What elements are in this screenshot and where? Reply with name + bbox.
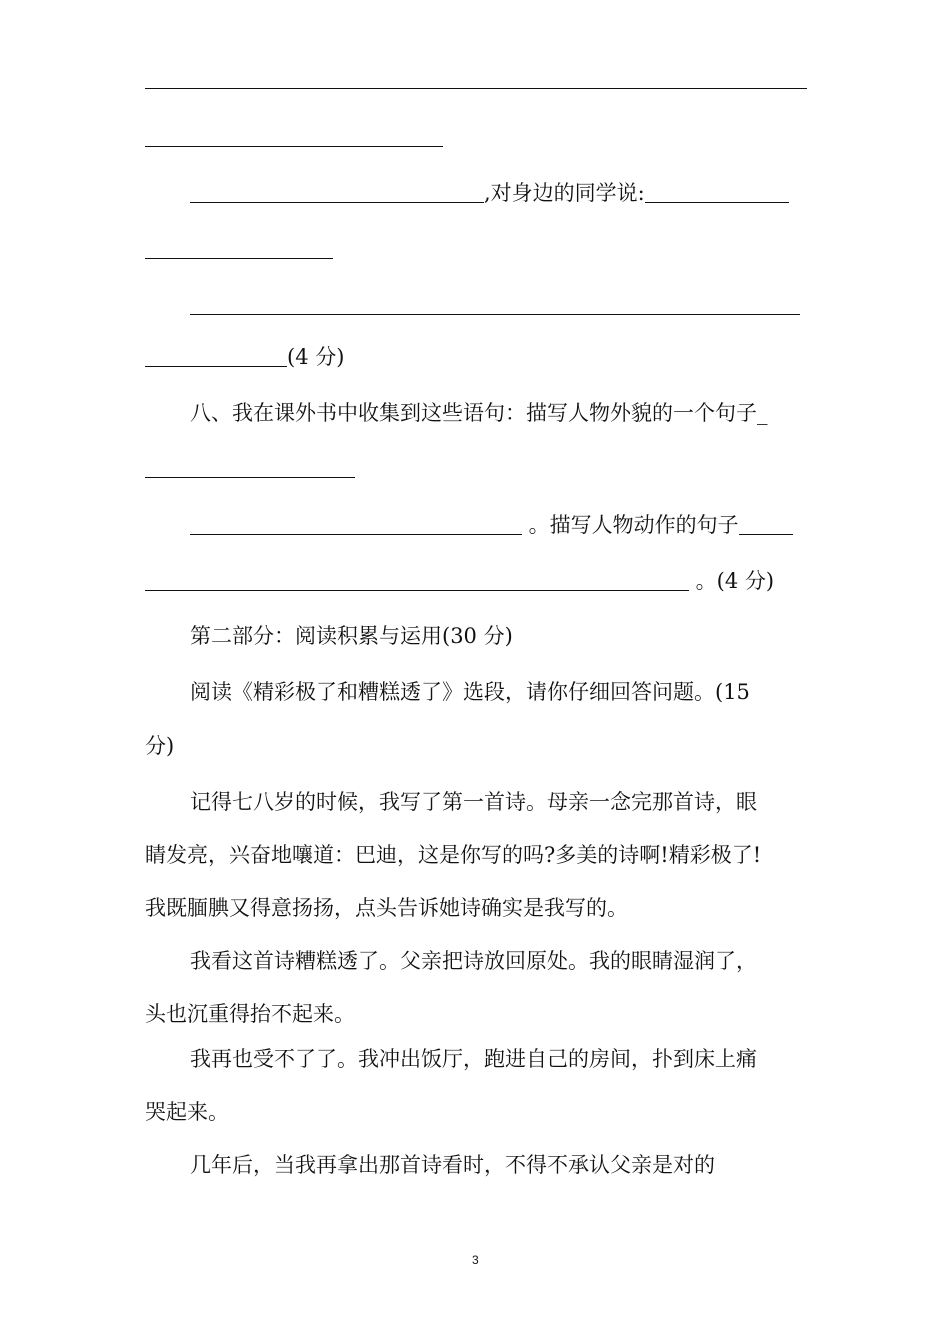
score-text: 。(4 分) xyxy=(689,569,775,593)
reading-instruction-cont: 分) xyxy=(145,734,175,758)
answer-blank xyxy=(190,180,484,203)
answer-blank-line xyxy=(145,477,355,478)
question-eight: 八、我在课外书中收集到这些语句：描写人物外貌的一个句子_ xyxy=(190,401,768,425)
question-line xyxy=(190,510,793,540)
answer-blank-line xyxy=(145,146,443,147)
answer-blank xyxy=(645,180,789,203)
question-line xyxy=(145,566,774,596)
section-heading: 第二部分：阅读积累与运用(30 分) xyxy=(190,624,513,648)
answer-blank xyxy=(145,344,287,367)
answer-blank xyxy=(739,512,793,535)
question-line xyxy=(145,342,344,372)
answer-blank-line xyxy=(145,88,807,89)
passage-line: 头也沉重得抬不起来。 xyxy=(145,1002,355,1026)
passage-line: 我看这首诗糟糕透了。父亲把诗放回原处。我的眼睛湿润了， xyxy=(190,949,757,973)
answer-blank xyxy=(145,568,689,591)
passage-line: 哭起来。 xyxy=(145,1100,229,1124)
passage-line: 我再也受不了了。我冲出饭厅，跑进自己的房间，扑到床上痛 xyxy=(190,1047,757,1071)
passage-line: 睛发亮，兴奋地嚷道：巴迪，这是你写的吗?多美的诗啊!精彩极了! xyxy=(145,843,762,867)
passage-line: 记得七八岁的时候，我写了第一首诗。母亲一念完那首诗，眼 xyxy=(190,790,757,814)
page-number: 3 xyxy=(472,1253,479,1267)
question-text: ,对身边的同学说: xyxy=(484,181,645,205)
answer-blank-line xyxy=(145,258,333,259)
score-text: (4 分) xyxy=(287,345,345,369)
question-line xyxy=(190,178,789,208)
question-text: 。描写人物动作的句子 xyxy=(522,513,739,537)
reading-instruction: 阅读《精彩极了和糟糕透了》选段，请你仔细回答问题。(15 xyxy=(190,680,750,704)
passage-line: 我既腼腆又得意扬扬，点头告诉她诗确实是我写的。 xyxy=(145,896,628,920)
passage-line: 几年后，当我再拿出那首诗看时，不得不承认父亲是对的 xyxy=(190,1153,715,1177)
answer-blank-line xyxy=(190,314,800,315)
answer-blank xyxy=(190,512,522,535)
